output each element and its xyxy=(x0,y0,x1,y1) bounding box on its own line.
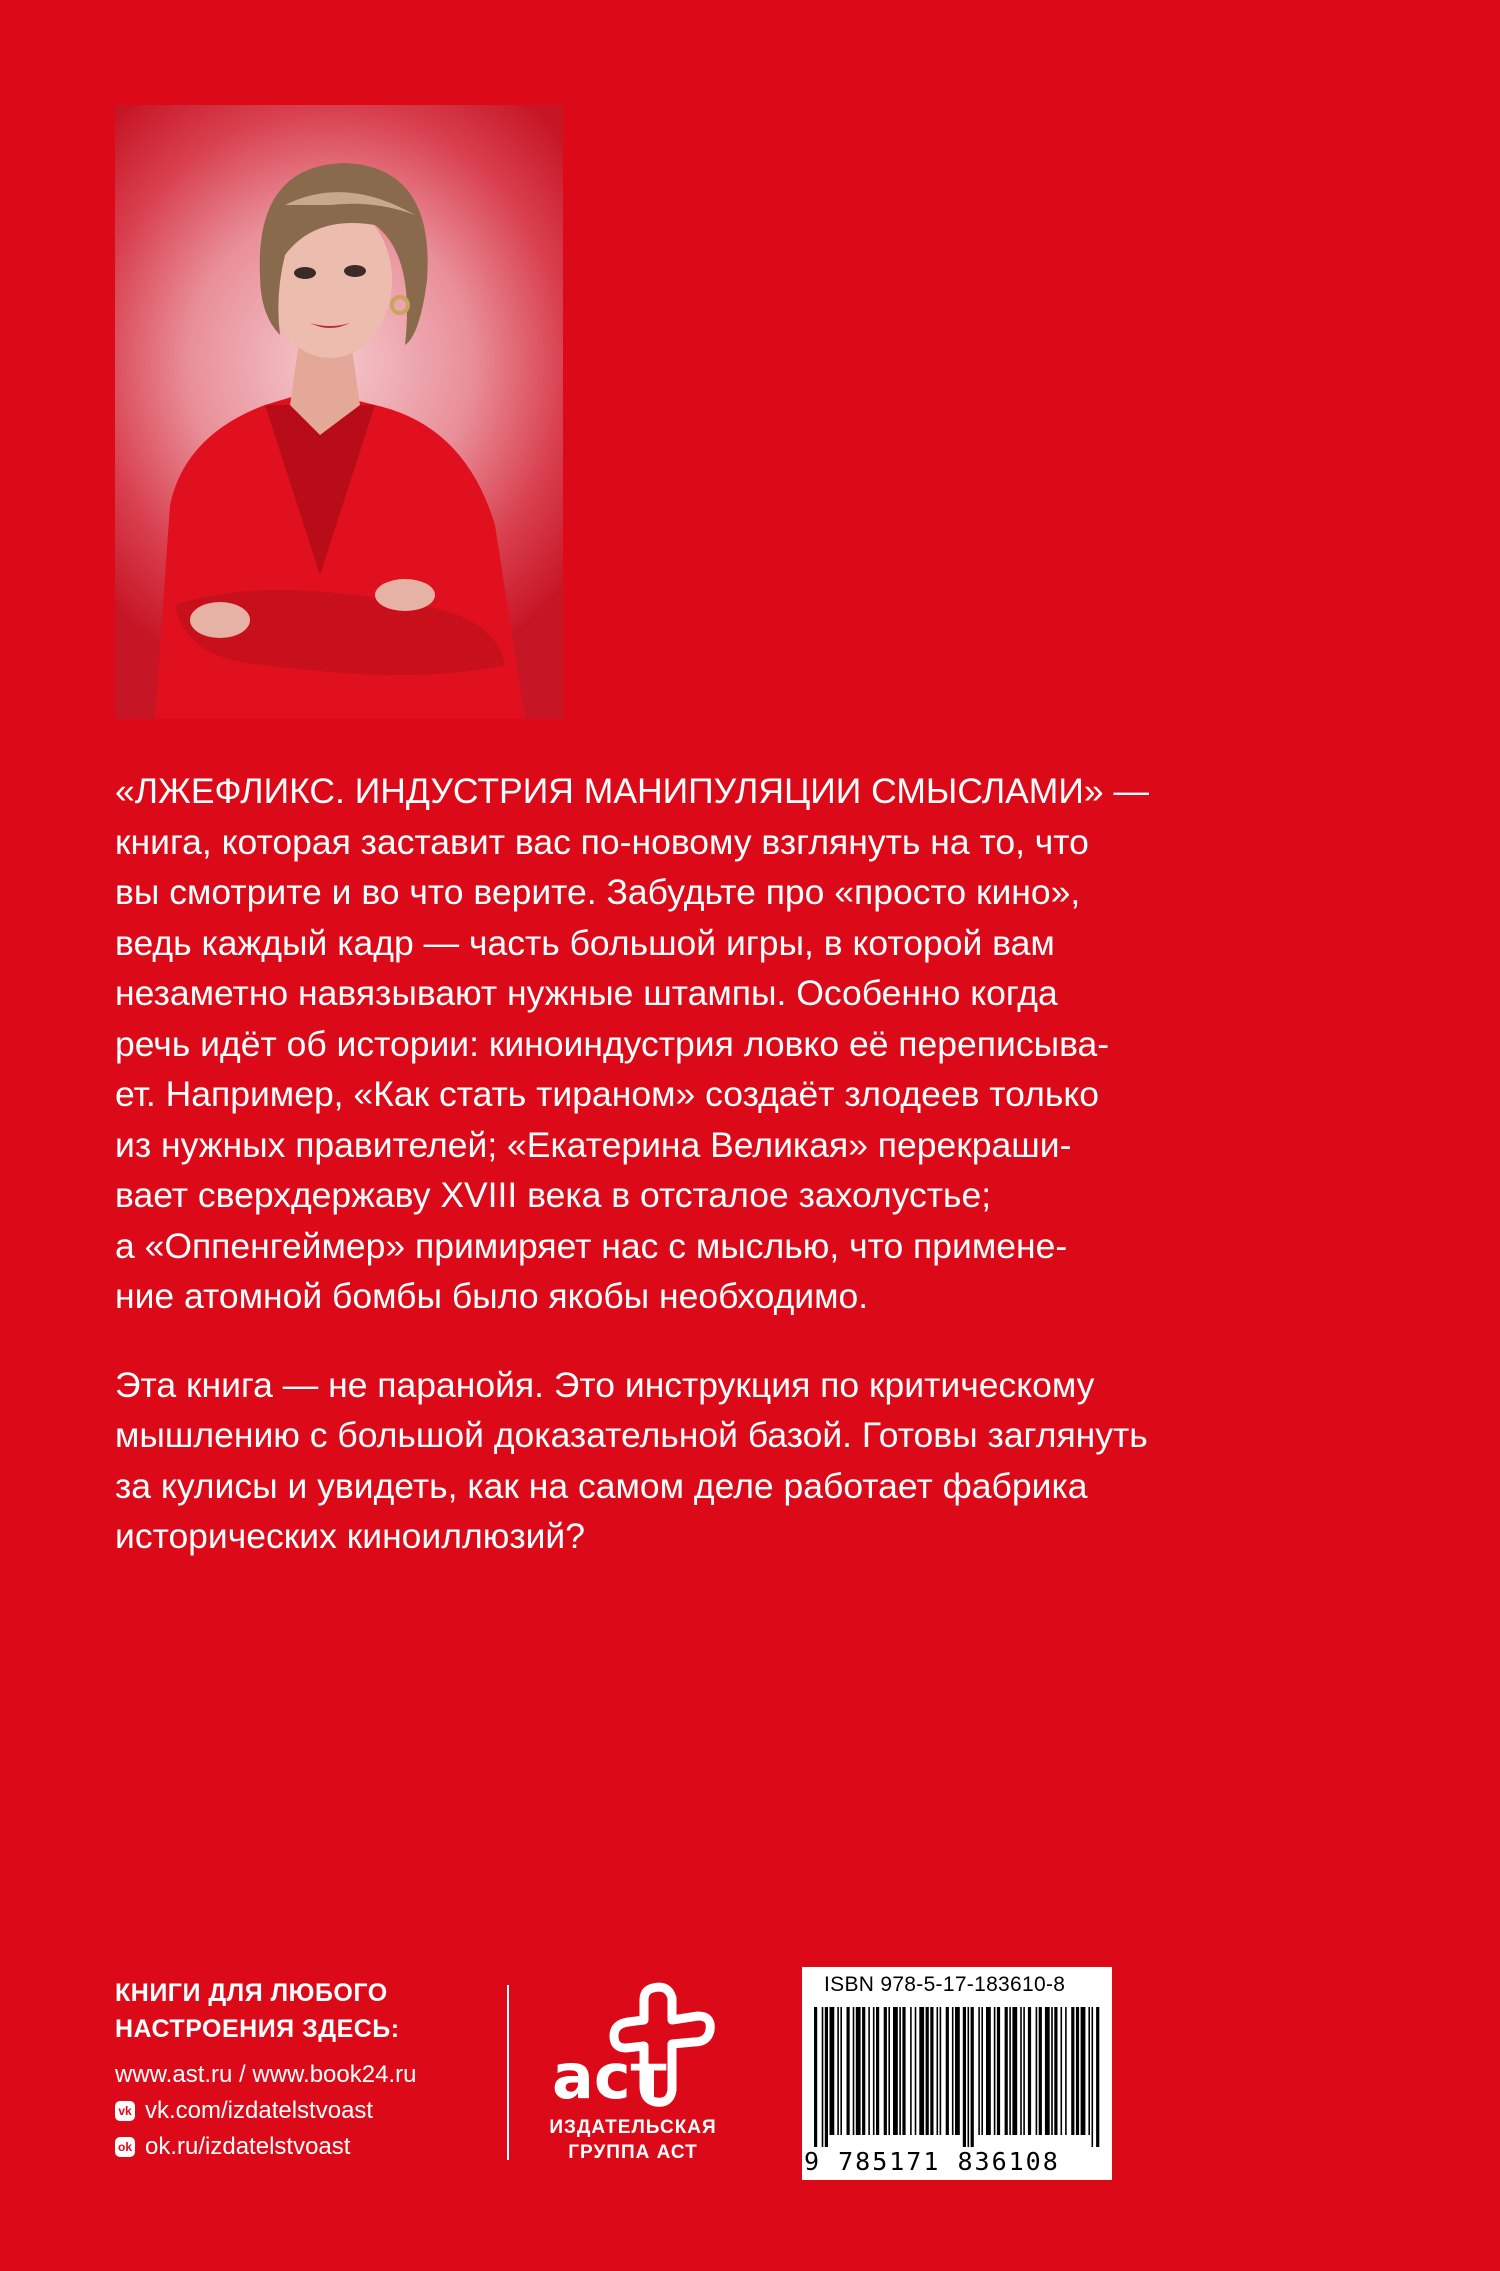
barcode-bar xyxy=(840,2007,842,2135)
barcode-bar xyxy=(862,2007,865,2135)
barcode-bar xyxy=(853,2007,855,2135)
text-line: Эта книга — не паранойя. Это инструкция по критическому xyxy=(115,1364,1095,1405)
barcode-bar xyxy=(930,2007,933,2135)
promo-links xyxy=(115,2057,495,2165)
barcode-bar xyxy=(1023,2007,1025,2135)
text-line: ет. Например, «Как стать тираном» создаёт злодеев только xyxy=(115,1074,1099,1114)
barcode-bar xyxy=(919,2007,924,2135)
barcode-bar xyxy=(986,2007,991,2135)
barcode-digits: 9 785171 836108 xyxy=(804,2147,1060,2176)
publisher-caption-line: ИЗДАТЕЛЬСКАЯ xyxy=(549,2117,717,2138)
text-line: незаметно навязывают нужные штампы. Особенно когда xyxy=(115,973,1058,1013)
text-line: исторических киноиллюзий? xyxy=(115,1516,585,1556)
ok-link[interactable] xyxy=(115,2129,495,2165)
vertical-divider xyxy=(507,1985,509,2160)
logo-text: аст xyxy=(552,2040,667,2110)
author-portrait-illustration xyxy=(115,105,563,719)
ok-icon: ok xyxy=(115,2137,135,2157)
text-line: из нужных правителей; «Екатерина Великая» перекраши- xyxy=(115,1124,1072,1165)
barcode-bar xyxy=(994,2007,996,2135)
text-line: вы смотрите и во что верите. Забудьте про «просто кино», xyxy=(115,872,1081,912)
barcode-bar xyxy=(940,2007,942,2135)
barcode-bar xyxy=(910,2007,912,2135)
barcode-bar xyxy=(902,2007,905,2135)
barcode-bar xyxy=(876,2007,879,2135)
barcode-bar xyxy=(856,2007,861,2135)
barcode-bar xyxy=(1051,2007,1053,2135)
barcode-bar xyxy=(1005,2007,1008,2135)
barcode-bar xyxy=(1020,2007,1022,2135)
publisher-caption-line: ГРУППА АСТ xyxy=(568,2142,698,2163)
websites-text: www.ast.ru / www.book24.ru xyxy=(115,2061,417,2088)
promo-heading-line: НАСТРОЕНИЯ ЗДЕСЬ: xyxy=(115,2015,400,2043)
barcode-bar xyxy=(825,2007,828,2147)
publisher-caption xyxy=(538,2115,728,2165)
barcode-bar xyxy=(937,2007,939,2135)
publisher-logo xyxy=(548,1980,718,2115)
barcode-bar xyxy=(1054,2007,1057,2135)
barcode-bar xyxy=(1012,2007,1017,2135)
text-line: ние атомной бомбы было якобы необходимо. xyxy=(115,1276,869,1316)
ok-text: ok.ru/izdatelstvoast xyxy=(145,2133,351,2160)
text-line: ведь каждый кадр — часть большой игры, в которой вам xyxy=(115,922,1055,963)
barcode-bar xyxy=(968,2007,970,2147)
barcode-bar xyxy=(1092,2007,1094,2147)
barcode-bar xyxy=(868,2007,870,2135)
barcode-bar xyxy=(952,2007,954,2135)
barcode-bar xyxy=(1088,2007,1090,2135)
text-line: а «Оппенгеймер» примиряет нас с мыслью, что примене- xyxy=(115,1225,1068,1266)
ast-logo-icon xyxy=(548,1980,718,2110)
text-line: за кулисы и увидеть, как на самом деле работает фабрика xyxy=(115,1465,1088,1506)
promo-heading xyxy=(115,1975,495,2047)
vk-text: vk.com/izdatelstvoast xyxy=(145,2097,374,2124)
barcode-bar xyxy=(955,2007,960,2135)
barcode-bar xyxy=(1036,2007,1038,2135)
websites-link[interactable] xyxy=(115,2057,495,2093)
text-line: мышлению с большой доказательной базой. Готовы заглянуть xyxy=(115,1415,1148,1455)
text-line: книга, которая заставит вас по-новому взглянуть на то, что xyxy=(115,821,1089,862)
description-paragraph-2 xyxy=(115,1360,1315,1562)
barcode-bar xyxy=(1081,2007,1086,2135)
text-line: вает сверхдержаву XVIII века в отсталое захолустье; xyxy=(115,1175,992,1215)
barcode-bar xyxy=(1061,2007,1063,2135)
barcode-bar xyxy=(814,2007,817,2147)
barcode-bar xyxy=(1096,2007,1099,2147)
barcode-bar xyxy=(830,2007,835,2135)
barcode-bar xyxy=(971,2007,974,2147)
barcode-bar xyxy=(847,2007,850,2135)
barcode-bar xyxy=(837,2007,839,2135)
barcode-bar xyxy=(981,2007,983,2135)
book-description xyxy=(115,766,1315,1562)
barcode-bar xyxy=(997,2007,1000,2135)
barcode-bar xyxy=(873,2007,875,2135)
barcode-bar xyxy=(1076,2007,1079,2135)
promo-block xyxy=(115,1975,495,2165)
barcode-bar xyxy=(1039,2007,1042,2135)
barcode-bar xyxy=(963,2007,966,2147)
barcode-bar xyxy=(1071,2007,1074,2135)
text-line: «ЛЖЕФЛИКС. ИНДУСТРИЯ МАНИПУЛЯЦИИ СМЫСЛАМИ» — xyxy=(115,771,1149,811)
barcode-bar xyxy=(926,2007,929,2135)
barcode-bar xyxy=(946,2007,949,2135)
vk-link[interactable] xyxy=(115,2093,495,2129)
barcode-bar xyxy=(893,2007,898,2135)
text-line: речь идёт об истории: киноиндустрия ловко её переписыва- xyxy=(115,1023,1110,1064)
barcode-bar xyxy=(1009,2007,1011,2135)
barcode-bar xyxy=(1045,2007,1050,2135)
barcode-bar xyxy=(899,2007,901,2135)
barcode-bar xyxy=(822,2007,824,2147)
barcode-bar xyxy=(1065,2007,1067,2135)
barcode-bar xyxy=(915,2007,917,2135)
description-paragraph-1 xyxy=(115,766,1315,1322)
barcode-bar xyxy=(884,2007,887,2135)
isbn-label: ISBN 978-5-17-183610-8 xyxy=(824,1973,1066,1996)
promo-heading-line: КНИГИ ДЛЯ ЛЮБОГО xyxy=(115,1979,388,2007)
barcode-bar xyxy=(888,2007,890,2135)
barcode-block xyxy=(802,1967,1112,2180)
barcode-bar xyxy=(978,2007,980,2135)
barcode-icon xyxy=(810,2007,1104,2147)
author-photo xyxy=(115,105,563,719)
barcode-bar xyxy=(1028,2007,1031,2135)
vk-icon: vk xyxy=(115,2101,135,2121)
